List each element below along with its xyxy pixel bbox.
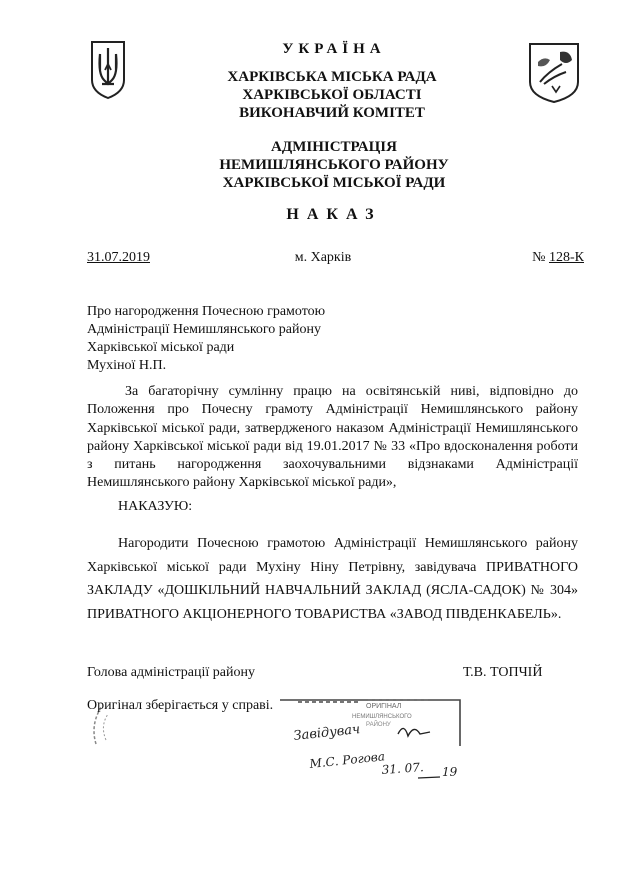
subject-line: Про нагородження Почесною грамотою: [87, 304, 326, 319]
admin-line: НЕМИШЛЯНСЬКОГО РАЙОНУ: [219, 157, 449, 173]
handwritten-year: 19: [442, 765, 458, 779]
stamp-line: РАЙОНУ: [366, 722, 391, 728]
council-heading: [20, 68, 624, 122]
handwritten-name: М.С. Рогова: [308, 749, 386, 771]
stamp-line: ОРИГІНАЛ: [366, 703, 402, 710]
number-prefix: №: [532, 250, 546, 265]
document-number: [532, 250, 584, 266]
admin-line: АДМІНІСТРАЦІЯ: [271, 139, 397, 155]
council-line: ВИКОНАВЧИЙ КОМІТЕТ: [239, 105, 425, 121]
handwritten-date: 31. 07.: [381, 760, 425, 777]
admin-line: ХАРКІВСЬКОЇ МІСЬКОЇ РАДИ: [222, 175, 446, 191]
order-subject: [87, 303, 325, 375]
decree-paragraph: Нагородити Почесною грамотою Адміністрації Немишлянського району Харківської міської ради Мухіну Ніну Петрівну, завідувача ПРИВАТНОГО ЗАКЛАДУ «ДОШКІЛЬНИЙ НАВЧАЛЬНИЙ ЗАКЛАД (ЯСЛА-САДОК) № 304» ПРИВАТНОГО АКЦІОНЕРНОГО ТОВАРИСТВА «ЗАВОД ПІВДЕНКАБЕЛЬ».: [87, 536, 578, 622]
order-keyword: НАКАЗУЮ:: [118, 499, 193, 514]
subject-line: Мухіної Н.П.: [87, 358, 167, 373]
handwritten-certification: [290, 720, 480, 785]
preamble-paragraph: За багаторічну сумлінну працю на освітянській ниві, відповідно до Положення про Почесну грамоту Адміністрації Немишлянського району Харківської міської ради, затвердженого наказом Адміністрації Немишлянського району Харківської міської ради від 19.01.2017 № 33 «Про вдосконалення роботи з питань нагородження заохочувальними відзнаками Адміністрації Немишлянського району Харківської міської ради»,: [87, 384, 578, 491]
stamp-line: НЕМИШЛЯНСЬКОГО: [352, 714, 412, 720]
document-date: 31.07.2019: [87, 250, 150, 265]
subject-line: Харківської міської ради: [87, 340, 235, 355]
document-city: м. Харків: [294, 250, 352, 265]
council-line: ХАРКІВСЬКОЇ ОБЛАСТІ: [242, 87, 422, 103]
handwritten-role: Завідувач: [292, 722, 361, 744]
document-type-heading: НАКАЗ: [286, 206, 382, 223]
original-storage-note: Оригінал зберігається у справі.: [87, 698, 274, 713]
country-heading: УКРАЇНА: [282, 41, 386, 57]
signatory-title: Голова адміністрації району: [87, 665, 255, 680]
number-value: 128-К: [549, 250, 584, 265]
signatory-name: Т.В. ТОПЧІЙ: [463, 665, 543, 680]
subject-line: Адміністрації Немишлянського району: [87, 322, 322, 337]
council-line: ХАРКІВСЬКА МІСЬКА РАДА: [227, 69, 437, 85]
administration-heading: [22, 138, 624, 192]
